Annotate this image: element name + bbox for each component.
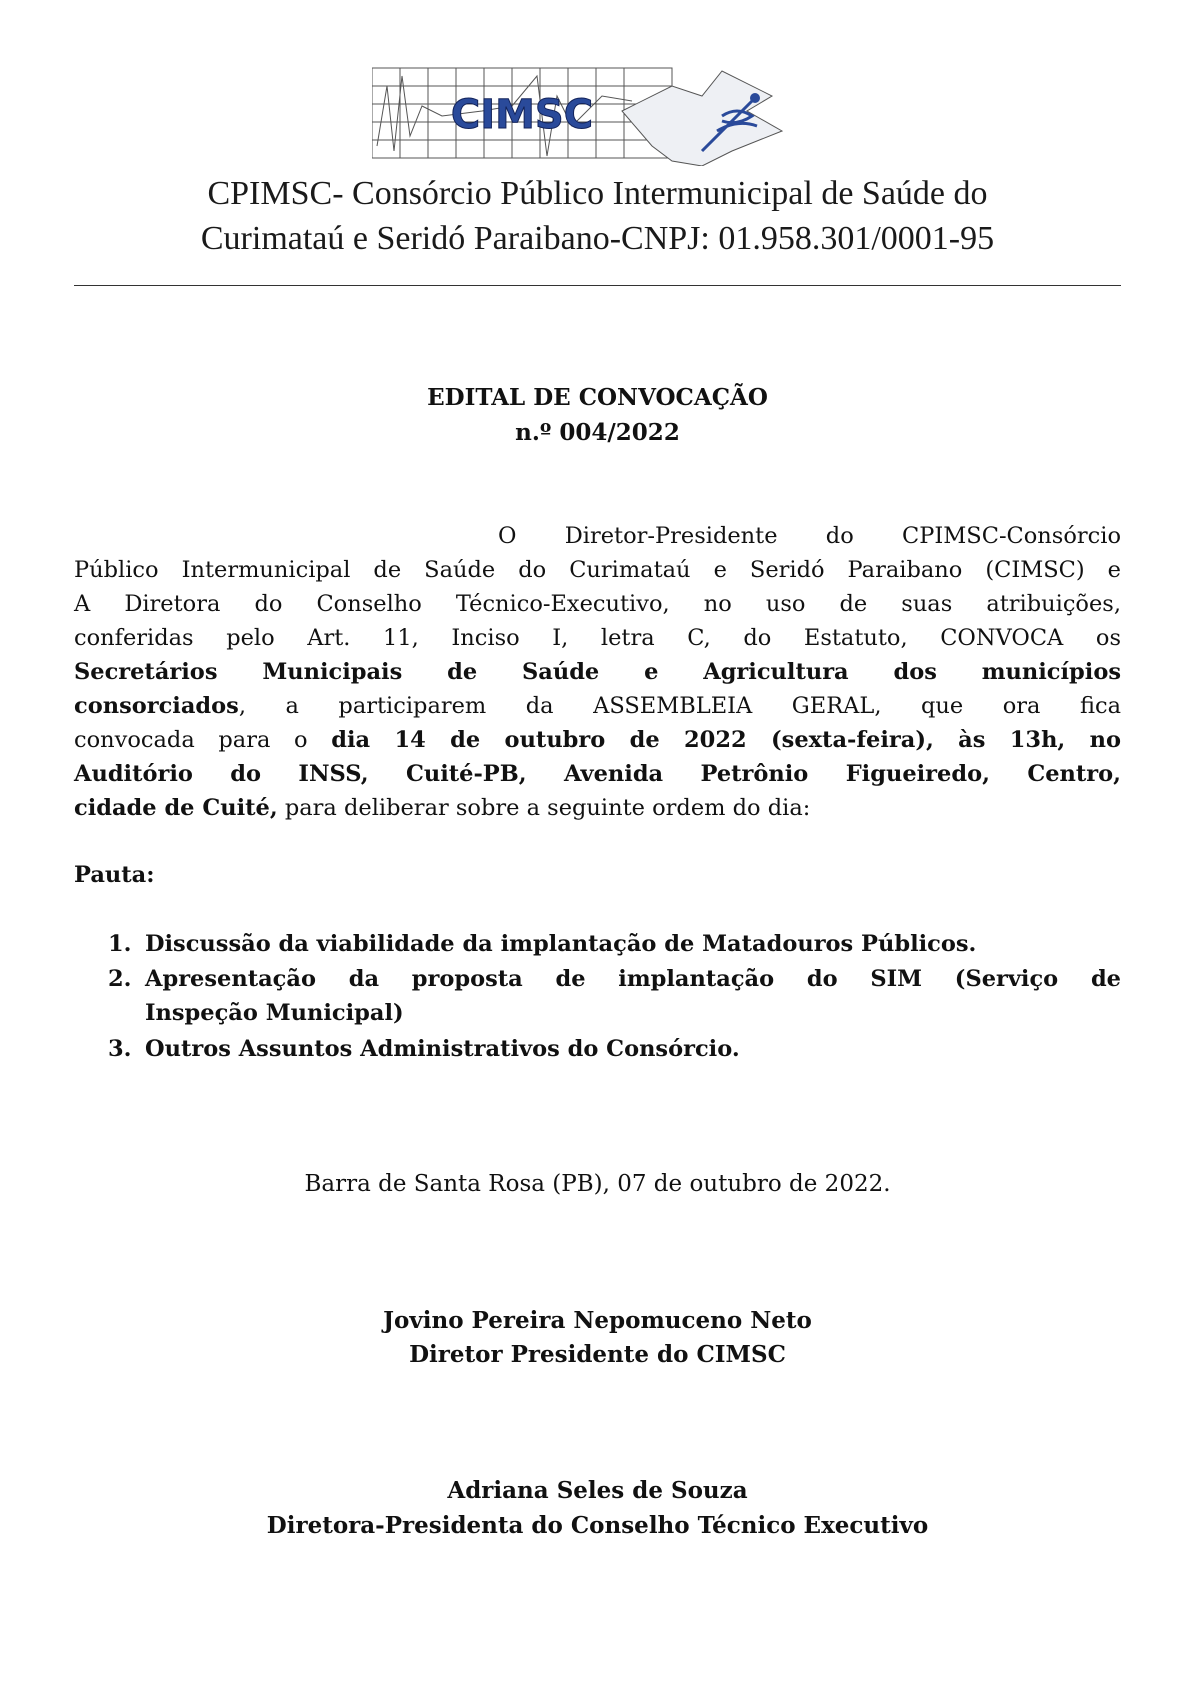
edital-number: n.º 004/2022 [515, 419, 680, 446]
text: convocada para o [74, 727, 332, 753]
body-line [74, 791, 1121, 825]
body-line: conferidas pelo Art. 11, Inciso I, letra C, do Estatuto, CONVOCA os [74, 625, 1121, 651]
bold-text: consorciados [74, 693, 239, 719]
item-text: Outros Assuntos Administrativos do Consórcio. [145, 1036, 740, 1062]
body-line: Secretários Municipais de Saúde e Agricultura dos municípios [74, 659, 1121, 685]
body-line: A Diretora do Conselho Técnico-Executivo, no uso de suas atribuições, [74, 591, 1121, 617]
signature-name: Jovino Pereira Nepomuceno Neto [383, 1307, 812, 1334]
text: para deliberar sobre a seguinte ordem do dia: [277, 795, 811, 821]
date-place: Barra de Santa Rosa (PB), 07 de outubro de 2022. [304, 1171, 891, 1197]
cimsc-logo [372, 66, 822, 166]
signature-name: Adriana Seles de Souza [447, 1477, 748, 1504]
pauta-item [108, 927, 1121, 961]
pauta-item-continuation: Inspeção Municipal) [145, 1000, 404, 1026]
text: , a participarem da ASSEMBLEIA GERAL, que ora fica [238, 693, 1121, 719]
pauta-label: Pauta: [74, 862, 155, 888]
header-title-line1: CPIMSC- Consórcio Público Intermunicipal de Saúde do [207, 175, 988, 212]
body-line [74, 689, 1121, 723]
bold-text: dia 14 de outubro de 2022 (sexta-feira), às 13h, no [331, 727, 1121, 753]
bold-text: cidade de Cuité, [74, 795, 278, 821]
item-number: 3. [108, 1036, 132, 1062]
header-title-line2: Curimataú e Seridó Paraibano-CNPJ: 01.958.301/0001-95 [200, 220, 995, 257]
signature-role: Diretor Presidente do CIMSC [409, 1341, 786, 1368]
pauta-item [108, 962, 1121, 996]
item-text: Discussão da viabilidade da implantação de Matadouros Públicos. [145, 931, 977, 957]
svg-text:CIMSC: CIMSC [450, 92, 594, 138]
item-text: Apresentação da proposta de implantação do SIM (Serviço de [145, 966, 1121, 992]
item-number: 2. [108, 966, 132, 992]
body-line [74, 723, 1121, 757]
item-number: 1. [108, 931, 132, 957]
body-line: Auditório do INSS, Cuité-PB, Avenida Petrônio Figueiredo, Centro, [74, 761, 1121, 787]
signature-role: Diretora-Presidenta do Conselho Técnico Executivo [266, 1512, 929, 1539]
body-line: Público Intermunicipal de Saúde do Curimataú e Seridó Paraibano (CIMSC) e [74, 557, 1121, 583]
edital-heading: EDITAL DE CONVOCAÇÃO [427, 384, 768, 411]
pauta-item [108, 1032, 1121, 1066]
header-divider [74, 285, 1121, 286]
body-line: O Diretor-Presidente do CPIMSC-Consórcio [498, 523, 1121, 549]
